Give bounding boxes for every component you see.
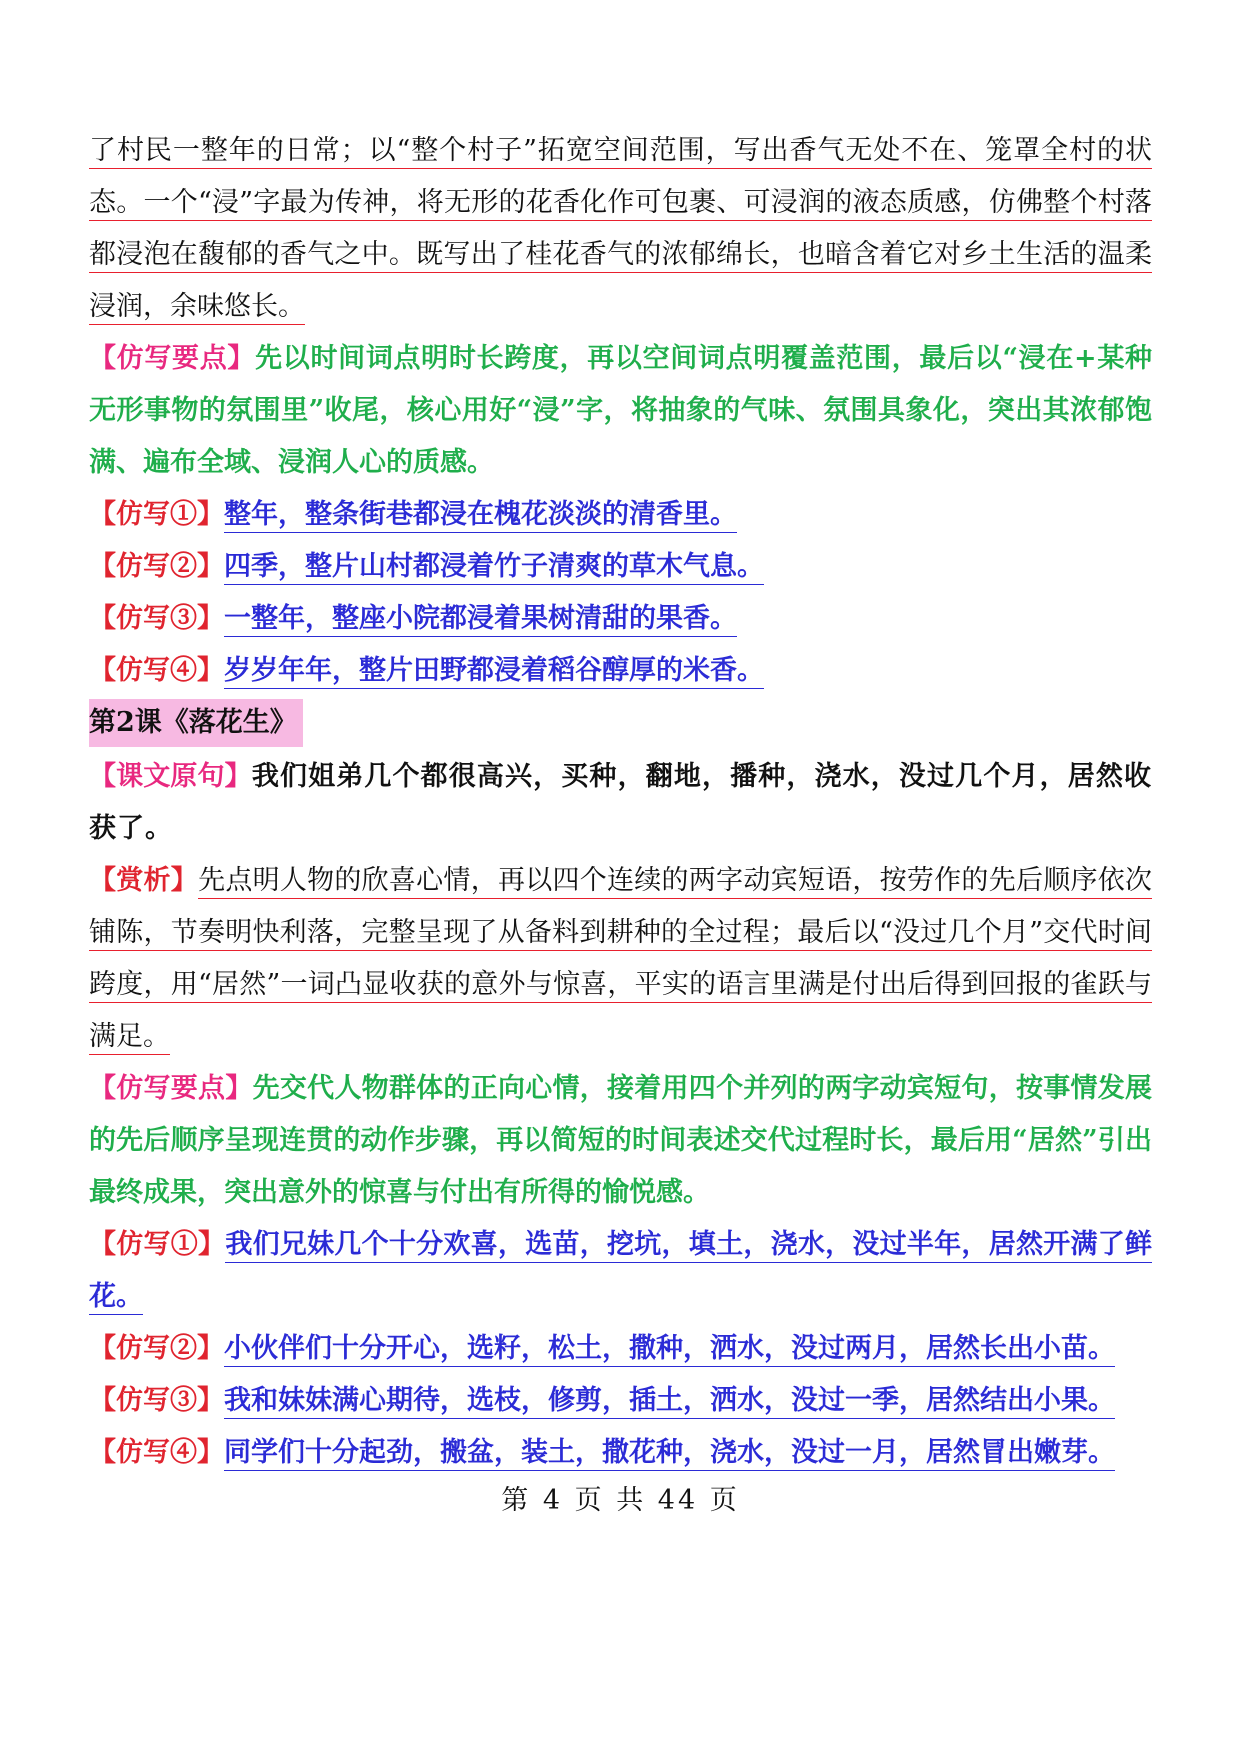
appreciation <box>89 855 1152 1063</box>
imitation-text: 我和妹妹满心期待，选枝，修剪，插土，洒水，没过一季，居然结出小果。 <box>224 1385 1115 1419</box>
imitation-points-label: 【仿写要点】 <box>89 343 256 374</box>
imitation-1-2 <box>89 541 1152 593</box>
imitation-label: 【仿写③】 <box>89 603 224 634</box>
imitation-2-3 <box>89 1375 1152 1427</box>
imitation-text: 小伙伴们十分开心，选籽，松土，撒种，洒水，没过两月，居然长出小苗。 <box>224 1333 1115 1367</box>
imitation-text: 同学们十分起劲，搬盆，装土，撒花种，浇水，没过一月，居然冒出嫩芽。 <box>224 1437 1115 1471</box>
imitation-text: 四季，整片山村都浸着竹子清爽的草木气息。 <box>224 551 764 585</box>
imitation-2-4 <box>89 1427 1152 1479</box>
appreciation-text: 先点明人物的欣喜心情，再以四个连续的两字动宾短语，按劳作的先后顺序依次铺陈，节奏明快利落，完整呈现了从备料到耕种的全过程；最后以“没过几个月”交代时间跨度，用“居然”一词凸显收获的意外与惊喜，平实的语言里满是付出后得到回报的雀跃与满足。 <box>89 865 1152 1055</box>
imitation-text: 整年，整条街巷都浸在槐花淡淡的清香里。 <box>224 499 737 533</box>
lesson-heading-wrap <box>89 699 1152 747</box>
imitation-text: 岁岁年年，整片田野都浸着稻谷醇厚的米香。 <box>224 655 764 689</box>
imitation-2-2 <box>89 1323 1152 1375</box>
imitation-points-text: 先交代人物群体的正向心情，接着用四个并列的两字动宾短句，按事情发展的先后顺序呈现连贯的动作步骤，再以简短的时间表述交代过程时长，最后用“居然”引出最终成果，突出意外的惊喜与付出有所得的愉悦感。 <box>89 1073 1153 1208</box>
imitation-points-1 <box>89 333 1152 489</box>
imitation-points-label: 【仿写要点】 <box>89 1073 253 1104</box>
imitation-2-1 <box>89 1219 1152 1323</box>
imitation-text: 我们兄妹几个十分欢喜，选苗，挖坑，填土，浇水，没过半年，居然开满了鲜花。 <box>89 1229 1152 1315</box>
imitation-label: 【仿写②】 <box>89 551 224 582</box>
appreciation-label: 【赏析】 <box>89 865 199 896</box>
imitation-1-3 <box>89 593 1152 645</box>
imitation-label: 【仿写③】 <box>89 1385 224 1416</box>
imitation-label: 【仿写④】 <box>89 655 224 686</box>
lesson-title: 第2课《落花生》 <box>89 699 303 747</box>
original-sentence <box>89 751 1152 855</box>
imitation-label: 【仿写①】 <box>89 499 224 530</box>
imitation-text: 一整年，整座小院都浸着果树清甜的果香。 <box>224 603 737 637</box>
imitation-1-4 <box>89 645 1152 697</box>
imitation-label: 【仿写④】 <box>89 1437 224 1468</box>
imitation-points-2 <box>89 1063 1152 1219</box>
original-sentence-label: 【课文原句】 <box>89 761 252 792</box>
page-number: 第 4 页 共 44 页 <box>501 1485 740 1516</box>
imitation-label: 【仿写②】 <box>89 1333 224 1364</box>
analysis-continuation-text: 了村民一整年的日常；以“整个村子”拓宽空间范围，写出香气无处不在、笼罩全村的状态。一个“浸”字最为传神，将无形的花香化作可包裹、可浸润的液态质感，仿佛整个村落都浸泡在馥郁的香气之中。既写出了桂花香气的浓郁绵长，也暗含着它对乡土生活的温柔浸润，余味悠长。 <box>89 135 1152 325</box>
imitation-1-1 <box>89 489 1152 541</box>
original-sentence-text: 我们姐弟几个都很高兴，买种，翻地，播种，浇水，没过几个月，居然收获了。 <box>89 761 1153 844</box>
analysis-continuation <box>89 125 1152 333</box>
imitation-points-text: 先以时间词点明时长跨度，再以空间词点明覆盖范围，最后以“浸在+某种无形事物的氛围里”收尾，核心用好“浸”字，将抽象的气味、氛围具象化，突出其浓郁饱满、遍布全域、浸润人心的质感。 <box>89 343 1153 478</box>
imitation-label: 【仿写①】 <box>89 1229 226 1260</box>
